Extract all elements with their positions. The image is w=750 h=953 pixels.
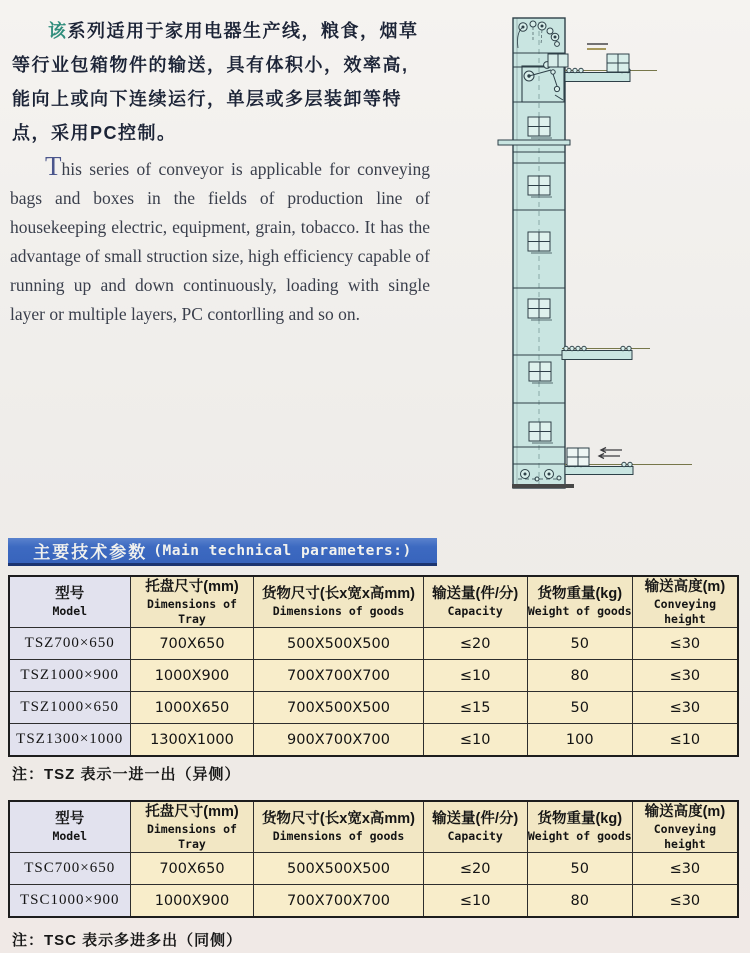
col-header-model: 型号 Model bbox=[9, 576, 130, 628]
cell-goods: 900X700X700 bbox=[254, 724, 423, 757]
cell-tray: 1300X1000 bbox=[130, 724, 254, 757]
table-row bbox=[9, 853, 738, 885]
table-row bbox=[9, 885, 738, 918]
cell-goods: 700X700X700 bbox=[254, 660, 423, 692]
cell-tray: 1000X900 bbox=[130, 885, 254, 918]
intro-en-initial: T bbox=[45, 151, 62, 181]
cell-capacity: ≤10 bbox=[423, 724, 527, 757]
cell-tray: 700X650 bbox=[130, 628, 254, 660]
base-plate bbox=[512, 484, 574, 488]
cell-weight: 50 bbox=[527, 853, 632, 885]
cell-height: ≤30 bbox=[632, 628, 738, 660]
intro-en-text: his series of conveyor is applicable for conveying bags and boxes in the fields of production line of housekeeping electric, equipment, grain, tobacco. It has the advantage of small struction size, high efficiency capable of running up and down continuously, loading with single layer or multiple layers, PC contorlling and so on. bbox=[10, 159, 430, 324]
cell-weight: 80 bbox=[527, 660, 632, 692]
table-header-row bbox=[9, 801, 738, 853]
tower-flange bbox=[498, 140, 570, 145]
col-header-tray: 托盘尺寸(mm) Dimensions of Tray bbox=[130, 801, 254, 853]
cell-model: TSZ1000×650 bbox=[9, 692, 130, 724]
col-header-weight: 货物重量(kg) Weight of goods bbox=[527, 801, 632, 853]
col-header-height: 输送高度(m) Conveying height bbox=[632, 576, 738, 628]
col-header-weight: 货物重量(kg) Weight of goods bbox=[527, 576, 632, 628]
cell-height: ≤10 bbox=[632, 724, 738, 757]
table-row bbox=[9, 628, 738, 660]
tsc-table-note: 注：TSC 表示多进多出（同侧） bbox=[12, 932, 243, 949]
cell-tray: 1000X900 bbox=[130, 660, 254, 692]
package-box-upper bbox=[607, 54, 629, 72]
col-header-model: 型号 Model bbox=[9, 801, 130, 853]
section-header-bar bbox=[8, 538, 437, 566]
intro-paragraph-english bbox=[10, 151, 430, 329]
cell-tray: 1000X650 bbox=[130, 692, 254, 724]
table-row bbox=[9, 724, 738, 757]
cell-model: TSZ700×650 bbox=[9, 628, 130, 660]
cell-capacity: ≤20 bbox=[423, 853, 527, 885]
flow-arrows-lower bbox=[599, 448, 622, 459]
cell-height: ≤30 bbox=[632, 660, 738, 692]
cell-height: ≤30 bbox=[632, 692, 738, 724]
col-header-goods: 货物尺寸(长x宽x高mm) Dimensions of goods bbox=[254, 576, 423, 628]
cell-model: TSC1000×900 bbox=[9, 885, 130, 918]
cell-model: TSZ1000×900 bbox=[9, 660, 130, 692]
table-header-row bbox=[9, 576, 738, 628]
cell-height: ≤30 bbox=[632, 853, 738, 885]
col-header-height: 输送高度(m) Conveying height bbox=[632, 801, 738, 853]
intro-cn-initial: 该 bbox=[48, 21, 68, 41]
table-row bbox=[9, 660, 738, 692]
cell-weight: 100 bbox=[527, 724, 632, 757]
cell-capacity: ≤15 bbox=[423, 692, 527, 724]
upper-conveyor-arm bbox=[565, 44, 657, 82]
intro-paragraph-chinese bbox=[12, 14, 420, 150]
bottom-conveyor-arm bbox=[565, 448, 692, 475]
cell-goods: 700X700X700 bbox=[254, 885, 423, 918]
cell-capacity: ≤20 bbox=[423, 628, 527, 660]
cell-goods: 500X500X500 bbox=[254, 628, 423, 660]
section-title-en: (Main technical parameters:) bbox=[153, 542, 412, 559]
tsz-table-note: 注：TSZ 表示一进一出（异侧） bbox=[12, 766, 241, 783]
package-box-lower bbox=[567, 448, 589, 466]
conveyor-diagram bbox=[478, 0, 750, 512]
section-title-cn: 主要技术参数 bbox=[33, 543, 148, 562]
col-header-goods: 货物尺寸(长x宽x高mm) Dimensions of goods bbox=[254, 801, 423, 853]
cell-capacity: ≤10 bbox=[423, 885, 527, 918]
flow-arrows-upper bbox=[587, 44, 608, 49]
middle-conveyor-arm bbox=[562, 346, 650, 359]
tsz-spec-table bbox=[8, 575, 739, 757]
table-row bbox=[9, 692, 738, 724]
col-header-tray: 托盘尺寸(mm) Dimensions of Tray bbox=[130, 576, 254, 628]
intro-cn-text: 系列适用于家用电器生产线，粮食，烟草等行业包箱物件的输送，具有体积小，效率高,能向上或向下连续运行，单层或多层装卸等特点，采用PC控制。 bbox=[12, 21, 419, 143]
tsc-spec-table bbox=[8, 800, 739, 918]
cell-weight: 80 bbox=[527, 885, 632, 918]
cell-weight: 50 bbox=[527, 692, 632, 724]
cell-capacity: ≤10 bbox=[423, 660, 527, 692]
cell-goods: 700X500X500 bbox=[254, 692, 423, 724]
cell-height: ≤30 bbox=[632, 885, 738, 918]
col-header-capacity: 输送量(件/分) Capacity bbox=[423, 801, 527, 853]
cell-model: TSZ1300×1000 bbox=[9, 724, 130, 757]
cell-weight: 50 bbox=[527, 628, 632, 660]
cell-model: TSC700×650 bbox=[9, 853, 130, 885]
cell-tray: 700X650 bbox=[130, 853, 254, 885]
cell-goods: 500X500X500 bbox=[254, 853, 423, 885]
col-header-capacity: 输送量(件/分) Capacity bbox=[423, 576, 527, 628]
